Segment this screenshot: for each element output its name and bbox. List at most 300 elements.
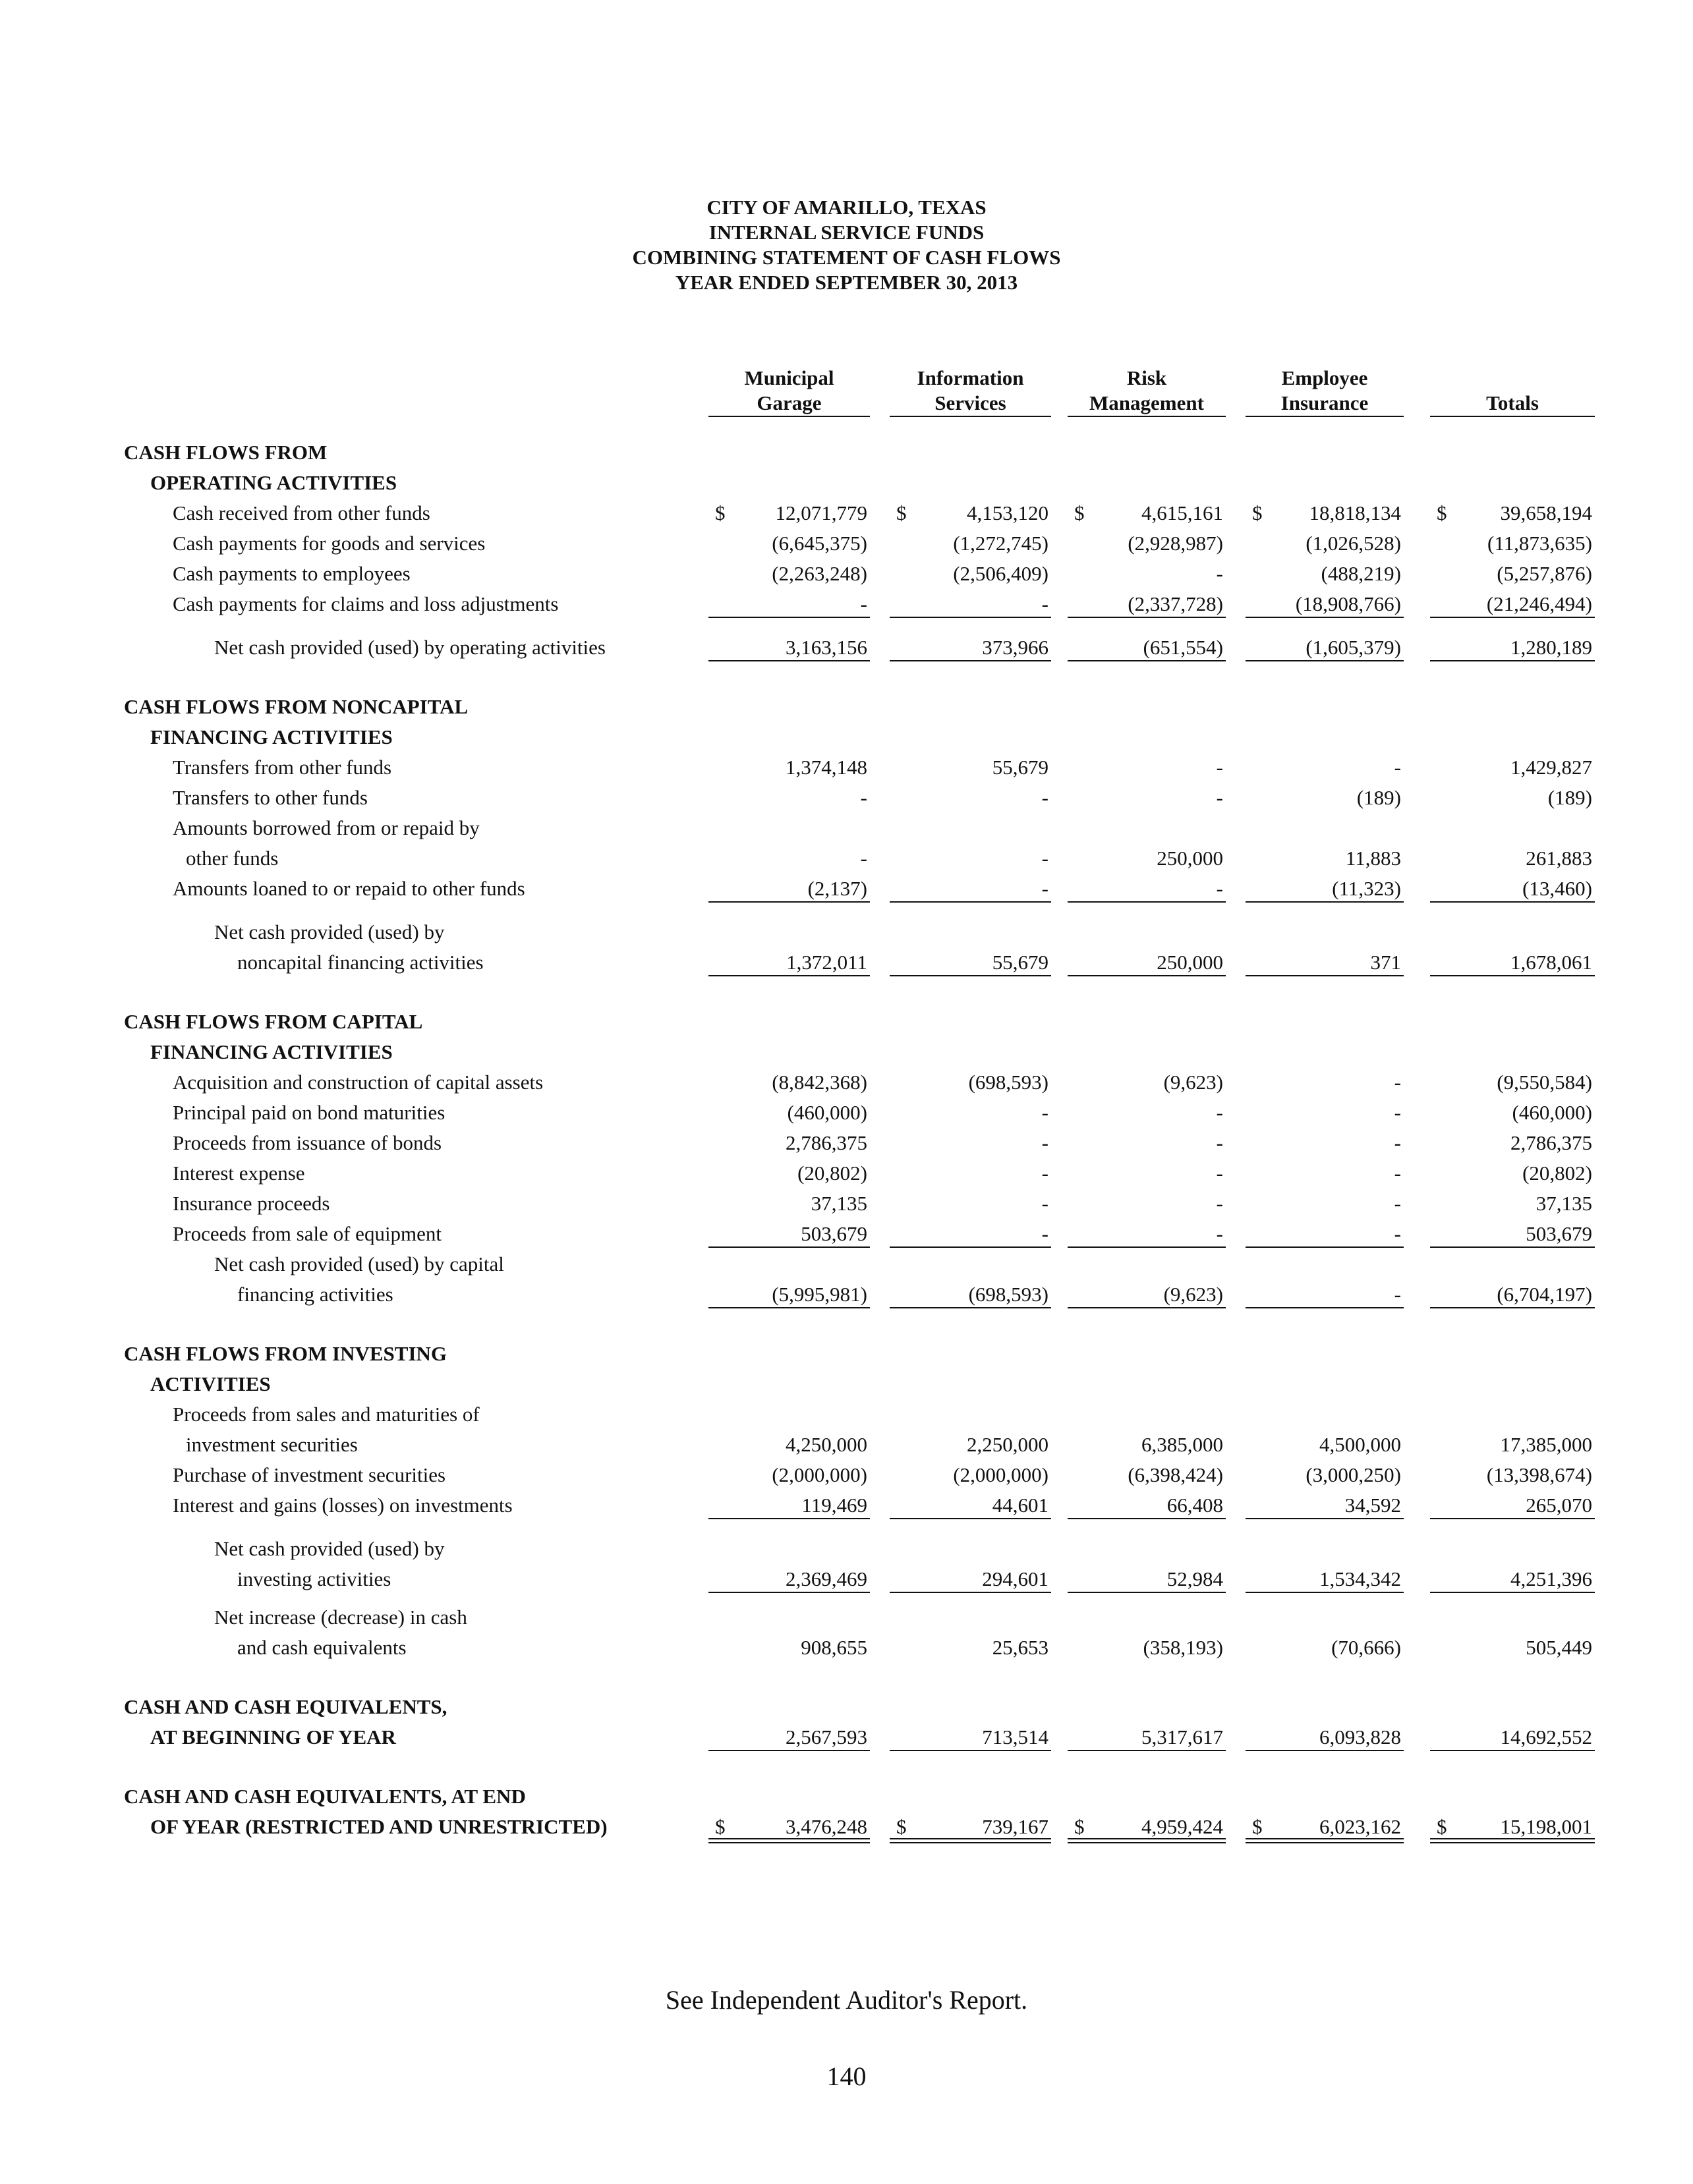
value-text: (20,802) [1522, 1162, 1592, 1185]
value-cell [708, 1098, 870, 1128]
value-text: - [1216, 1131, 1223, 1154]
entity-name: CITY OF AMARILLO, TEXAS [706, 196, 987, 219]
row-label: Net increase (decrease) in cash [214, 1606, 467, 1629]
value-cell [1246, 589, 1404, 619]
row-label: CASH FLOWS FROM NONCAPITAL [124, 695, 469, 718]
value-text: 1,374,148 [786, 756, 867, 779]
value-text: 908,655 [801, 1636, 867, 1659]
underline-rule [890, 1750, 1051, 1751]
underline-rule [1430, 1592, 1595, 1593]
underline-rule [1430, 975, 1595, 976]
underline-rule [1246, 1307, 1404, 1308]
value-text: 2,369,469 [786, 1567, 867, 1590]
underline-rule [890, 660, 1051, 661]
value-cell [1246, 528, 1404, 559]
value-text: 261,883 [1526, 847, 1592, 870]
dollar-sign: $ [896, 1815, 907, 1838]
value-text: - [1394, 1071, 1401, 1094]
value-text: 250,000 [1157, 847, 1223, 870]
value-text: 2,786,375 [786, 1131, 867, 1154]
table-row [0, 1812, 1693, 1842]
value-text: 6,023,162 [1319, 1815, 1401, 1838]
dollar-sign: $ [1437, 1815, 1447, 1838]
underline-rule [708, 1838, 870, 1839]
value-cell [890, 1722, 1051, 1752]
row-label: CASH FLOWS FROM [124, 441, 328, 464]
underline-rule [1430, 901, 1595, 903]
value-text: 294,601 [982, 1567, 1048, 1590]
row-label: CASH AND CASH EQUIVALENTS, [124, 1695, 447, 1718]
value-text: - [1041, 592, 1048, 615]
table-row [0, 1460, 1693, 1490]
dollar-sign: $ [1074, 501, 1085, 524]
value-cell [1246, 1812, 1404, 1842]
value-text: 52,984 [1166, 1567, 1223, 1590]
value-text: 3,163,156 [786, 636, 867, 659]
value-cell [1246, 1219, 1404, 1249]
value-text: - [1041, 847, 1048, 870]
value-cell [708, 1279, 870, 1310]
value-text: 739,167 [982, 1815, 1048, 1838]
auditor-note: See Independent Auditor's Report. [665, 1985, 1028, 2015]
value-text: (70,666) [1331, 1636, 1401, 1659]
underline-rule [890, 617, 1051, 618]
value-cell [1068, 1189, 1226, 1219]
value-cell [890, 498, 1051, 528]
value-cell [1430, 947, 1595, 978]
row-label: Cash received from other funds [173, 501, 430, 524]
value-text: 37,135 [1535, 1192, 1592, 1215]
underline-rule [708, 1307, 870, 1308]
value-cell [890, 1490, 1051, 1521]
value-cell [1430, 1158, 1595, 1189]
row-label: AT BEGINNING OF YEAR [150, 1725, 396, 1749]
value-cell [1068, 1098, 1226, 1128]
column-header-line2: Services [934, 391, 1006, 414]
value-text: 2,250,000 [967, 1433, 1048, 1456]
value-cell [1246, 1460, 1404, 1490]
table-row [0, 1128, 1693, 1158]
value-text: 4,250,000 [786, 1433, 867, 1456]
value-cell [1430, 1128, 1595, 1158]
dollar-sign: $ [1074, 1815, 1085, 1838]
table-row [0, 752, 1693, 783]
value-text: 37,135 [811, 1192, 867, 1215]
value-text: (2,137) [807, 877, 867, 900]
underline-rule [708, 1518, 870, 1519]
value-cell [1246, 1490, 1404, 1521]
row-label: OPERATING ACTIVITIES [150, 471, 397, 494]
table-row [0, 1098, 1693, 1128]
underline-rule [1068, 1246, 1226, 1248]
value-cell [1068, 783, 1226, 813]
value-cell [708, 1812, 870, 1842]
table-row [0, 1633, 1693, 1663]
column-header-line1 [1430, 366, 1595, 391]
underline-rule [1068, 1307, 1226, 1308]
double-underline-rule [1430, 1842, 1595, 1843]
column-header-line2: Garage [757, 391, 822, 414]
value-cell [1068, 1722, 1226, 1752]
section-label-row [0, 1534, 1693, 1564]
value-text: 11,883 [1345, 847, 1401, 870]
value-cell [708, 1460, 870, 1490]
value-cell [1246, 559, 1404, 589]
value-cell [1430, 1098, 1595, 1128]
underline-rule [1246, 1592, 1404, 1593]
value-text: 17,385,000 [1500, 1433, 1592, 1456]
value-text: 373,966 [982, 636, 1048, 659]
section-label-row [0, 1781, 1693, 1812]
row-label: noncapital financing activities [237, 951, 484, 974]
value-text: - [1216, 562, 1223, 585]
row-label: FINANCING ACTIVITIES [150, 725, 393, 748]
value-text: (189) [1356, 786, 1401, 809]
value-text: - [1394, 1222, 1401, 1245]
underline-rule [1068, 1750, 1226, 1751]
value-text: - [1394, 756, 1401, 779]
value-text: 1,280,189 [1510, 636, 1592, 659]
value-text: (5,995,981) [772, 1283, 867, 1306]
value-text: (9,550,584) [1497, 1071, 1592, 1094]
underline-rule [708, 975, 870, 976]
section-label-row [0, 1037, 1693, 1067]
value-cell [890, 1067, 1051, 1098]
section-label-row [0, 468, 1693, 498]
value-cell [708, 1490, 870, 1521]
value-cell [1068, 559, 1226, 589]
underline-rule [1068, 901, 1226, 903]
table-row [0, 498, 1693, 528]
value-cell [890, 783, 1051, 813]
row-label: other funds [186, 847, 279, 870]
value-cell [1430, 589, 1595, 619]
value-text: 1,678,061 [1510, 951, 1592, 974]
value-text: (460,000) [1512, 1101, 1592, 1124]
row-label: Transfers from other funds [173, 756, 392, 779]
value-cell [708, 498, 870, 528]
table-row [0, 843, 1693, 874]
value-cell [890, 874, 1051, 904]
double-underline-rule [1246, 1842, 1404, 1843]
value-cell [1430, 632, 1595, 663]
value-cell [1430, 1430, 1595, 1460]
value-text: (1,605,379) [1306, 636, 1401, 659]
row-label: Proceeds from sales and maturities of [173, 1403, 480, 1426]
value-cell [1068, 1812, 1226, 1842]
value-text: (8,842,368) [772, 1071, 867, 1094]
value-cell [708, 1067, 870, 1098]
value-text: 1,372,011 [786, 951, 867, 974]
value-text: (2,000,000) [953, 1463, 1048, 1486]
underline-rule [890, 1838, 1051, 1839]
row-label: and cash equivalents [237, 1636, 407, 1659]
column-header-line2: Management [1089, 391, 1204, 414]
value-text: - [1216, 1162, 1223, 1185]
value-text: 34,592 [1344, 1494, 1401, 1517]
column-header-line1: Municipal [744, 366, 834, 389]
value-cell [890, 559, 1051, 589]
row-label: Principal paid on bond maturities [173, 1101, 445, 1124]
value-cell [708, 1158, 870, 1189]
value-text: (13,460) [1522, 877, 1592, 900]
value-text: - [1041, 1192, 1048, 1215]
underline-rule [1068, 975, 1226, 976]
underline-rule [890, 975, 1051, 976]
table-row [0, 1067, 1693, 1098]
value-cell [1068, 1460, 1226, 1490]
dollar-sign: $ [896, 501, 907, 524]
underline-rule [890, 901, 1051, 903]
value-cell [1246, 947, 1404, 978]
underline-rule [1068, 660, 1226, 661]
table-row [0, 528, 1693, 559]
underline-rule [708, 1750, 870, 1751]
dollar-sign: $ [1252, 1815, 1263, 1838]
value-text: (460,000) [787, 1101, 867, 1124]
column-header [708, 366, 870, 417]
value-cell [1246, 843, 1404, 874]
value-text: (11,873,635) [1487, 532, 1592, 555]
column-header-line1: Information [917, 366, 1024, 389]
value-text: (189) [1547, 786, 1592, 809]
underline-rule [1246, 975, 1404, 976]
value-text: - [860, 847, 867, 870]
table-row [0, 947, 1693, 978]
column-header [1430, 366, 1595, 417]
value-cell [1430, 1219, 1595, 1249]
row-label: Net cash provided (used) by [214, 1537, 445, 1560]
row-label: Proceeds from sale of equipment [173, 1222, 442, 1245]
value-text: (2,506,409) [953, 562, 1048, 585]
table-row [0, 632, 1693, 663]
value-text: (9,623) [1163, 1071, 1223, 1094]
value-cell [708, 632, 870, 663]
value-text: (9,623) [1163, 1283, 1223, 1306]
value-cell [708, 1128, 870, 1158]
row-label: investment securities [186, 1433, 358, 1456]
value-text: (698,593) [968, 1071, 1048, 1094]
value-cell [708, 1189, 870, 1219]
dollar-sign: $ [1252, 501, 1263, 524]
value-cell [1068, 1219, 1226, 1249]
row-label: ACTIVITIES [150, 1372, 271, 1395]
underline-rule [1246, 1838, 1404, 1839]
column-header [1068, 366, 1226, 417]
row-label: Acquisition and construction of capital assets [173, 1071, 544, 1094]
value-text: 713,514 [982, 1725, 1048, 1749]
value-text: (11,323) [1332, 877, 1401, 900]
value-cell [1246, 1158, 1404, 1189]
underline-rule [1246, 901, 1404, 903]
value-cell [1068, 947, 1226, 978]
section-label-row [0, 917, 1693, 947]
fund-group-title: INTERNAL SERVICE FUNDS [708, 221, 985, 244]
value-cell [890, 752, 1051, 783]
section-label-row [0, 1007, 1693, 1037]
double-underline-rule [890, 1842, 1051, 1843]
value-cell [1246, 1189, 1404, 1219]
underline-rule [1430, 1307, 1595, 1308]
value-cell [1430, 1564, 1595, 1594]
column-header-line2: Totals [1486, 391, 1539, 414]
value-text: 6,385,000 [1141, 1433, 1223, 1456]
value-cell [1246, 752, 1404, 783]
value-cell [890, 528, 1051, 559]
value-text: - [1041, 877, 1048, 900]
value-text: 66,408 [1166, 1494, 1223, 1517]
value-text: 265,070 [1526, 1494, 1592, 1517]
value-cell [708, 1564, 870, 1594]
value-text: 503,679 [1526, 1222, 1592, 1245]
value-cell [1246, 783, 1404, 813]
value-cell [1430, 1279, 1595, 1310]
row-label: Amounts borrowed from or repaid by [173, 816, 480, 839]
value-cell [1246, 1722, 1404, 1752]
value-cell [890, 1128, 1051, 1158]
statement-header [0, 195, 1693, 295]
row-label: OF YEAR (RESTRICTED AND UNRESTRICTED) [150, 1815, 608, 1838]
value-text: (2,337,728) [1128, 592, 1223, 615]
value-text: 18,818,134 [1309, 501, 1401, 524]
row-label: Amounts loaned to or repaid to other funds [173, 877, 525, 900]
value-text: 371 [1370, 951, 1401, 974]
value-text: - [1216, 877, 1223, 900]
table-row [0, 1158, 1693, 1189]
value-cell [1430, 528, 1595, 559]
table-row [0, 1722, 1693, 1752]
value-cell [1430, 874, 1595, 904]
value-cell [1068, 632, 1226, 663]
value-cell [1430, 783, 1595, 813]
value-text: (6,645,375) [772, 532, 867, 555]
underline-rule [890, 1592, 1051, 1593]
value-text: - [1041, 786, 1048, 809]
value-cell [1068, 1128, 1226, 1158]
value-cell [1246, 632, 1404, 663]
value-cell [708, 1430, 870, 1460]
value-text: 505,449 [1526, 1636, 1592, 1659]
value-text: (3,000,250) [1306, 1463, 1401, 1486]
value-text: 39,658,194 [1500, 501, 1592, 524]
value-text: - [1041, 1101, 1048, 1124]
section-label-row [0, 692, 1693, 722]
row-label: investing activities [237, 1567, 391, 1590]
column-header-line1: Employee [1281, 366, 1368, 389]
section-label-row [0, 813, 1693, 843]
value-text: (2,000,000) [772, 1463, 867, 1486]
value-cell [890, 1189, 1051, 1219]
value-cell [708, 874, 870, 904]
value-cell [1430, 559, 1595, 589]
underline-rule [1246, 1750, 1404, 1751]
dollar-sign: $ [715, 1815, 726, 1838]
underline-rule [1068, 1518, 1226, 1519]
value-text: 119,469 [801, 1494, 867, 1517]
value-cell [708, 783, 870, 813]
value-text: 6,093,828 [1319, 1725, 1401, 1749]
value-cell [1068, 1279, 1226, 1310]
row-label: Proceeds from issuance of bonds [173, 1131, 442, 1154]
value-text: (651,554) [1143, 636, 1223, 659]
value-text: - [1216, 1222, 1223, 1245]
value-cell [1246, 1279, 1404, 1310]
value-text: 4,251,396 [1510, 1567, 1592, 1590]
value-cell [1430, 1633, 1595, 1663]
value-cell [708, 1722, 870, 1752]
value-cell [1430, 1067, 1595, 1098]
value-text: (5,257,876) [1497, 562, 1592, 585]
row-label: CASH FLOWS FROM CAPITAL [124, 1010, 423, 1033]
statement-title: COMBINING STATEMENT OF CASH FLOWS [632, 246, 1061, 269]
column-header-line1: Risk [1126, 366, 1167, 389]
value-text: (20,802) [797, 1162, 867, 1185]
value-cell [708, 1219, 870, 1249]
value-text: 55,679 [992, 756, 1048, 779]
column-header-line2: Insurance [1280, 391, 1369, 414]
underline-rule [1430, 1838, 1595, 1839]
table-row [0, 783, 1693, 813]
value-cell [890, 1158, 1051, 1189]
underline-rule [890, 1246, 1051, 1248]
value-text: 55,679 [992, 951, 1048, 974]
value-text: - [1216, 756, 1223, 779]
value-text: (18,908,766) [1295, 592, 1401, 615]
value-cell [708, 589, 870, 619]
table-row [0, 559, 1693, 589]
section-label-row [0, 1339, 1693, 1369]
value-text: (488,219) [1321, 562, 1401, 585]
table-row [0, 1219, 1693, 1249]
value-text: - [1041, 1222, 1048, 1245]
value-cell [890, 1219, 1051, 1249]
value-text: - [1394, 1283, 1401, 1306]
period-title: YEAR ENDED SEPTEMBER 30, 2013 [675, 271, 1018, 294]
page-number: 140 [826, 2061, 867, 2091]
value-cell [1068, 1430, 1226, 1460]
value-text: - [1394, 1131, 1401, 1154]
value-text: - [1394, 1101, 1401, 1124]
row-label: FINANCING ACTIVITIES [150, 1040, 393, 1063]
row-label: Net cash provided (used) by capital [214, 1252, 504, 1275]
value-cell [890, 1430, 1051, 1460]
value-cell [1068, 1633, 1226, 1663]
value-text: 44,601 [992, 1494, 1048, 1517]
row-label: Interest expense [173, 1162, 305, 1185]
underline-rule [708, 617, 870, 618]
underline-rule [1430, 617, 1595, 618]
value-cell [890, 843, 1051, 874]
underline-rule [890, 1307, 1051, 1308]
row-label: Interest and gains (losses) on investments [173, 1494, 513, 1517]
value-cell [708, 528, 870, 559]
row-label: Insurance proceeds [173, 1192, 330, 1215]
underline-rule [708, 1246, 870, 1248]
value-text: - [860, 592, 867, 615]
value-cell [1246, 1633, 1404, 1663]
value-cell [1246, 1067, 1404, 1098]
underline-rule [708, 901, 870, 903]
column-header [890, 366, 1051, 417]
underline-rule [708, 660, 870, 661]
row-label: Net cash provided (used) by [214, 920, 445, 943]
table-row [0, 1430, 1693, 1460]
value-text: 25,653 [992, 1636, 1048, 1659]
value-cell [708, 843, 870, 874]
value-text: 1,534,342 [1319, 1567, 1401, 1590]
value-text: 250,000 [1157, 951, 1223, 974]
section-label-row [0, 437, 1693, 468]
